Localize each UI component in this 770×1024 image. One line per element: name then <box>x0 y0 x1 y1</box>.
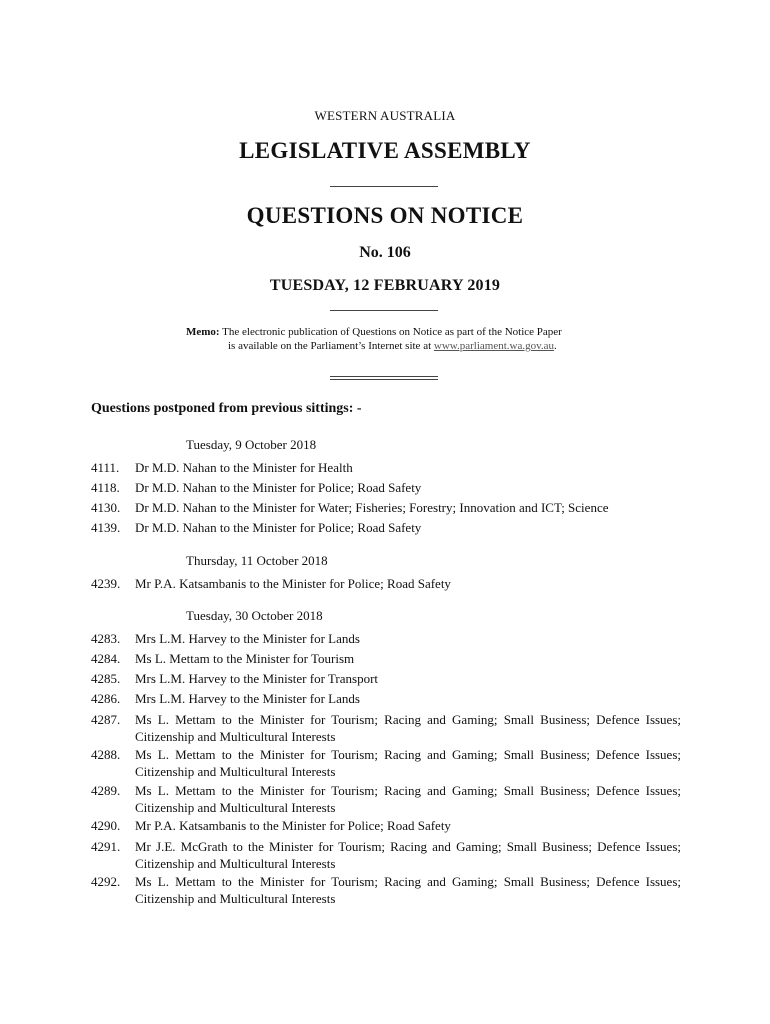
question-item <box>91 650 681 667</box>
sitting-date: TUESDAY, 12 FEBRUARY 2019 <box>269 277 501 294</box>
memo-text-2-end: . <box>554 340 557 352</box>
question-text: Mr J.E. McGrath to the Minister for Tourism; Racing and Gaming; Small Business; Defence Issues; Citizenship and Multicultural Interests <box>135 839 681 871</box>
question-text: Mrs L.M. Harvey to the Minister for Transport <box>135 671 379 686</box>
question-number: 4284. <box>91 651 121 666</box>
question-number: 4292. <box>91 874 121 889</box>
state-heading: WESTERN AUSTRALIA <box>314 108 456 123</box>
question-item <box>91 817 681 834</box>
memo-label: Memo: <box>186 326 220 338</box>
question-text: Ms L. Mettam to the Minister for Tourism; Racing and Gaming; Small Business; Defence Issues; Citizenship and Multicultural Interests <box>135 712 681 744</box>
question-number: 4291. <box>91 839 121 854</box>
question-number: 4111. <box>91 460 120 475</box>
question-number: 4118. <box>91 480 120 495</box>
group-date-heading: Tuesday, 30 October 2018 <box>186 608 323 623</box>
group-date-heading: Tuesday, 9 October 2018 <box>186 437 317 452</box>
question-text: Ms L. Mettam to the Minister for Tourism; Racing and Gaming; Small Business; Defence Issues; Citizenship and Multicultural Interests <box>135 783 681 815</box>
memo-text-1: The electronic publication of Questions on Notice as part of the Notice Paper <box>222 326 562 338</box>
question-number: 4285. <box>91 671 121 686</box>
question-number: 4290. <box>91 818 121 833</box>
page-title: QUESTIONS ON NOTICE <box>246 203 524 228</box>
question-number: 4289. <box>91 783 121 798</box>
memo-note <box>186 325 562 353</box>
question-text: Ms L. Mettam to the Minister for Tourism <box>135 651 355 666</box>
question-item <box>91 873 681 907</box>
question-item <box>91 690 681 707</box>
question-item <box>91 670 681 687</box>
question-item <box>91 711 681 745</box>
memo-line-2 <box>186 339 562 353</box>
question-text: Ms L. Mettam to the Minister for Tourism; Racing and Gaming; Small Business; Defence Issues; Citizenship and Multicultural Interests <box>135 747 681 779</box>
question-number: 4288. <box>91 747 121 762</box>
question-number: 4239. <box>91 576 121 591</box>
question-text: Dr M.D. Nahan to the Minister for Water; Fisheries; Forestry; Innovation and ICT; Science <box>135 500 609 515</box>
question-item <box>91 499 681 516</box>
question-number: 4287. <box>91 712 121 727</box>
section-heading: Questions postponed from previous sittings: - <box>91 401 362 416</box>
question-text: Dr M.D. Nahan to the Minister for Police; Road Safety <box>135 520 422 535</box>
divider-rule <box>330 310 438 311</box>
question-number: 4139. <box>91 520 121 535</box>
question-item <box>91 479 681 496</box>
question-number: 4130. <box>91 500 121 515</box>
question-text: Mrs L.M. Harvey to the Minister for Lands <box>135 631 360 646</box>
question-number: 4286. <box>91 691 121 706</box>
paper-number: No. 106 <box>359 244 411 261</box>
question-item <box>91 459 681 476</box>
double-divider-rule <box>330 376 438 380</box>
question-item <box>91 782 681 816</box>
question-text: Dr M.D. Nahan to the Minister for Health <box>135 460 353 475</box>
house-heading: LEGISLATIVE ASSEMBLY <box>239 138 531 163</box>
divider-rule <box>330 186 438 187</box>
question-number: 4283. <box>91 631 121 646</box>
question-item <box>91 519 681 536</box>
question-text: Mr P.A. Katsambanis to the Minister for Police; Road Safety <box>135 576 451 591</box>
question-item <box>91 838 681 872</box>
memo-line-1 <box>186 325 562 339</box>
question-text: Ms L. Mettam to the Minister for Tourism; Racing and Gaming; Small Business; Defence Issues; Citizenship and Multicultural Interests <box>135 874 681 906</box>
question-text: Dr M.D. Nahan to the Minister for Police; Road Safety <box>135 480 422 495</box>
question-text: Mrs L.M. Harvey to the Minister for Lands <box>135 691 360 706</box>
question-item <box>91 630 681 647</box>
group-date-heading: Thursday, 11 October 2018 <box>186 553 328 568</box>
question-text: Mr P.A. Katsambanis to the Minister for Police; Road Safety <box>135 818 451 833</box>
parliament-website-link[interactable]: www.parliament.wa.gov.au <box>433 340 555 352</box>
question-item <box>91 746 681 780</box>
question-item <box>91 575 681 592</box>
memo-text-2: is available on the Parliament’s Internet site at <box>228 340 434 352</box>
